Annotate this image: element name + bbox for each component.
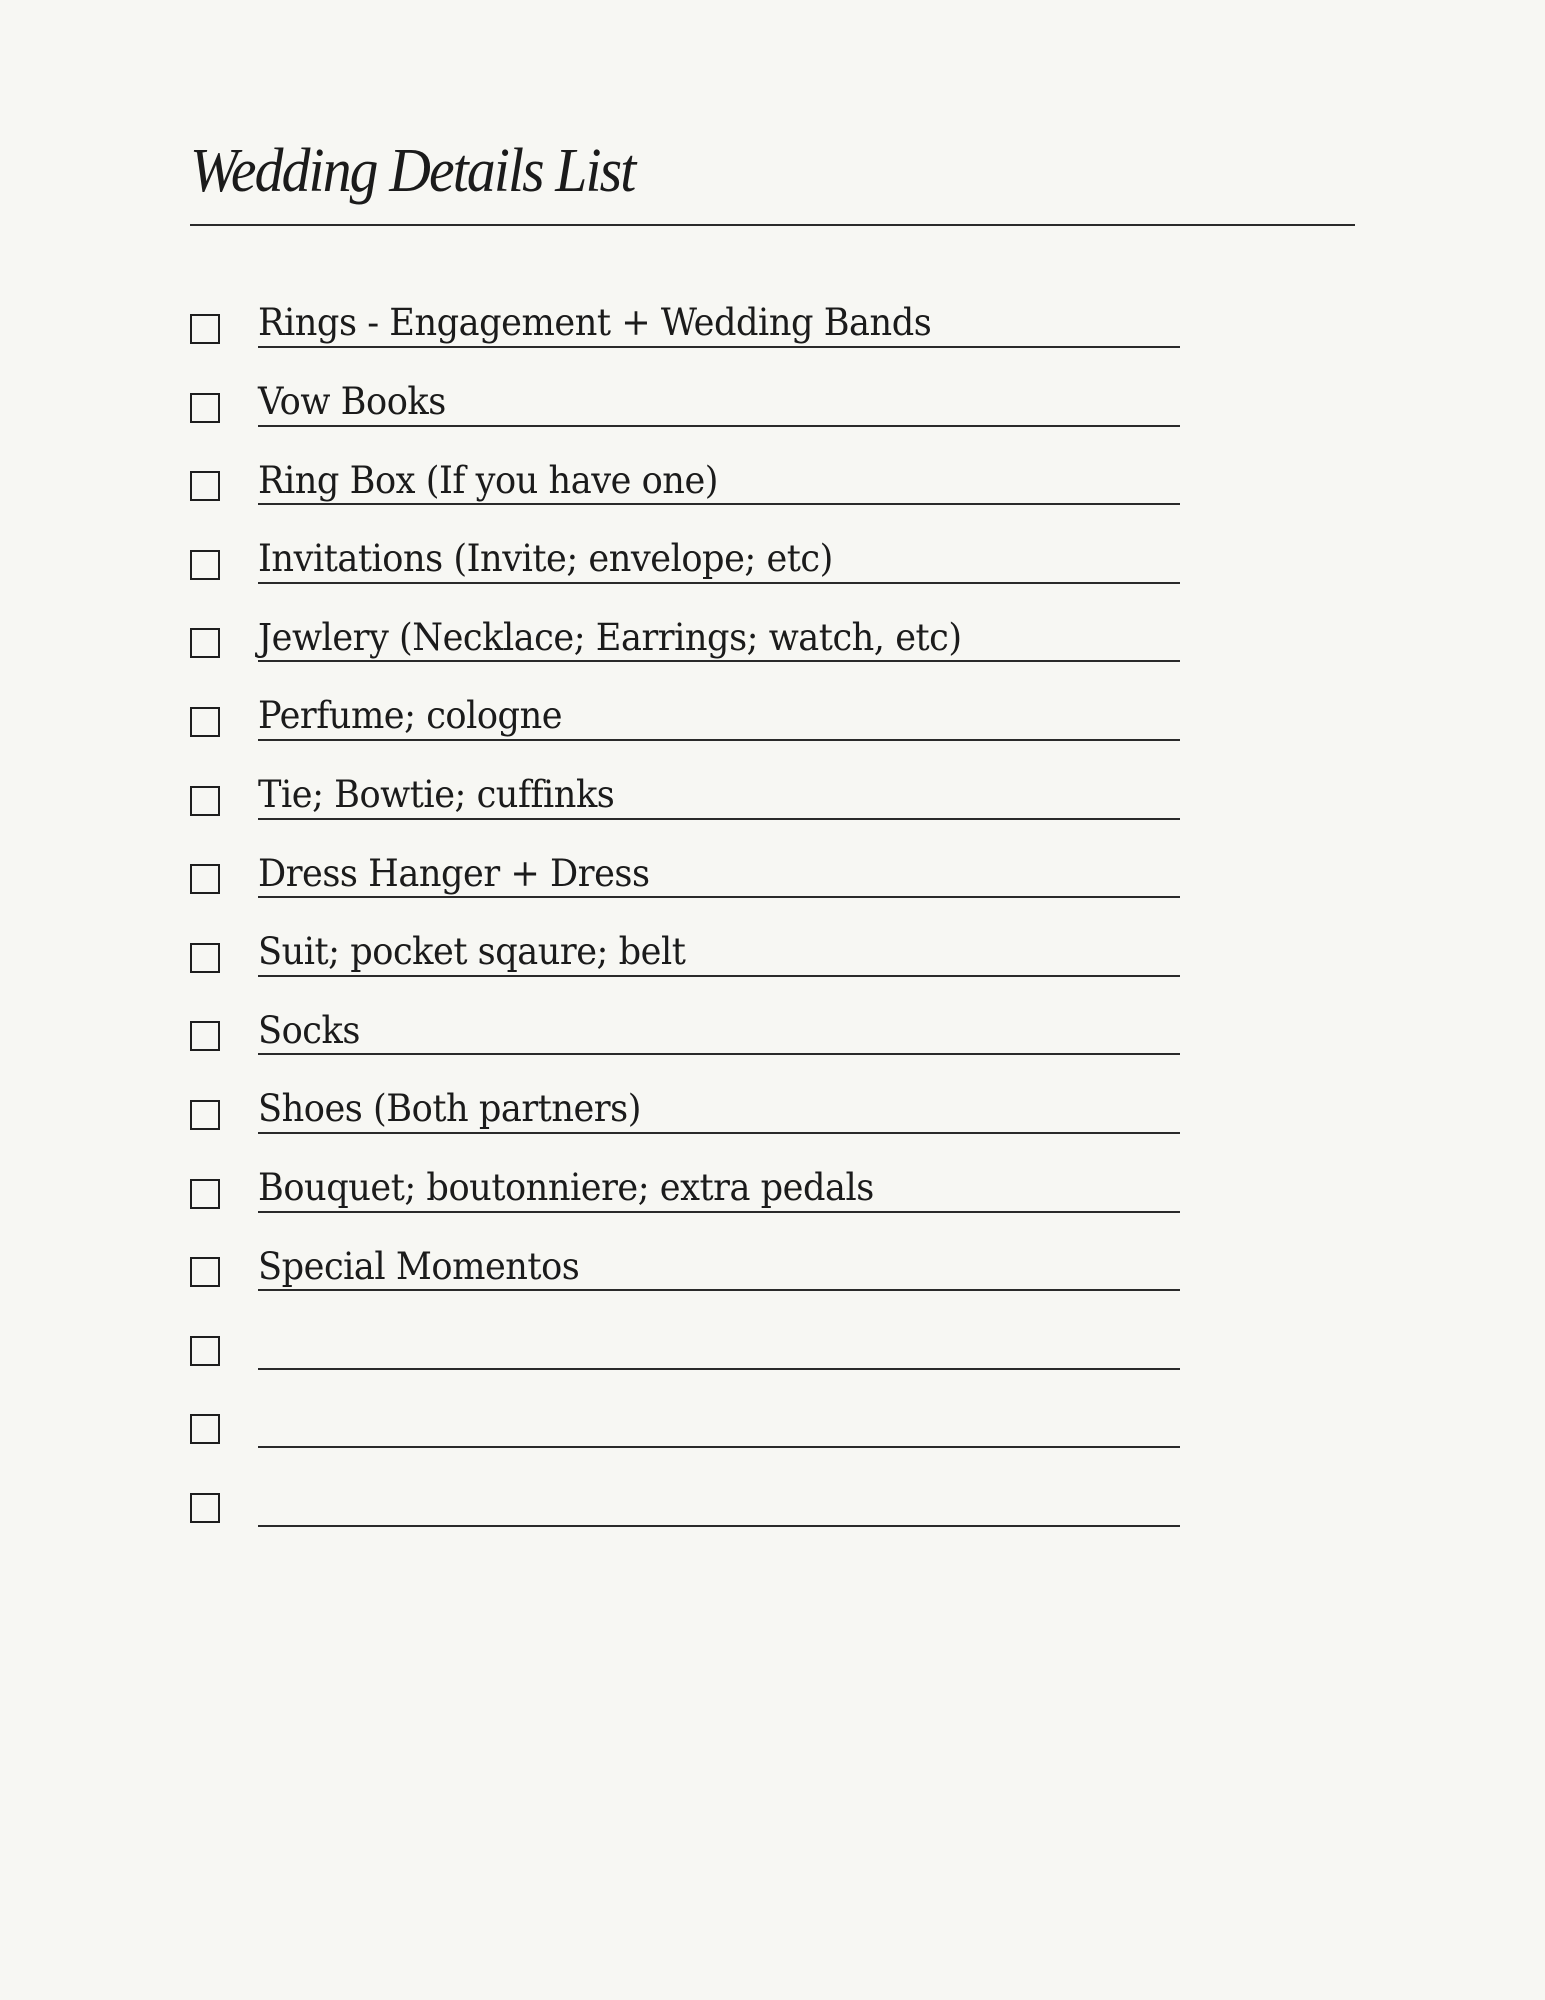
page-title: Wedding Details List <box>190 137 635 205</box>
checkbox[interactable] <box>190 314 220 344</box>
writing-line[interactable] <box>258 1446 1180 1448</box>
checklist-item <box>190 1139 1190 1217</box>
writing-line[interactable] <box>258 1053 1180 1055</box>
checklist-item <box>190 431 1190 509</box>
checkbox[interactable] <box>190 1179 220 1209</box>
writing-line[interactable] <box>258 1525 1180 1527</box>
checklist-item <box>190 1453 1190 1531</box>
writing-line[interactable] <box>258 346 1180 348</box>
checkbox[interactable] <box>190 943 220 973</box>
checklist-item <box>190 667 1190 745</box>
checkbox[interactable] <box>190 1021 220 1051</box>
writing-line[interactable] <box>258 425 1180 427</box>
checkbox[interactable] <box>190 1414 220 1444</box>
checkbox[interactable] <box>190 1257 220 1287</box>
title-divider <box>190 224 1355 226</box>
checklist-item-label: Tie; Bowtie; cuffinks <box>258 772 615 816</box>
checklist-item <box>190 981 1190 1059</box>
checklist-item-label: Rings - Engagement + Wedding Bands <box>258 301 932 345</box>
writing-line[interactable] <box>258 1211 1180 1213</box>
checkbox[interactable] <box>190 864 220 894</box>
writing-line[interactable] <box>258 582 1180 584</box>
checklist-item-label: Ring Box (If you have one) <box>258 458 719 502</box>
checklist-item-label: Invitations (Invite; envelope; etc) <box>258 537 833 581</box>
writing-line[interactable] <box>258 1289 1180 1291</box>
checklist-item <box>190 588 1190 666</box>
checkbox[interactable] <box>190 550 220 580</box>
checklist-item <box>190 1374 1190 1452</box>
checkbox[interactable] <box>190 471 220 501</box>
checkbox[interactable] <box>190 1100 220 1130</box>
checklist-item-label: Vow Books <box>258 379 446 423</box>
checklist-item <box>190 510 1190 588</box>
checklist-item <box>190 746 1190 824</box>
checkbox[interactable] <box>190 1493 220 1523</box>
checkbox[interactable] <box>190 707 220 737</box>
checklist-item <box>190 1217 1190 1295</box>
checkbox[interactable] <box>190 393 220 423</box>
checklist-item <box>190 903 1190 981</box>
writing-line[interactable] <box>258 975 1180 977</box>
checkbox[interactable] <box>190 628 220 658</box>
checklist-item <box>190 353 1190 431</box>
checklist-item-label: Jewlery (Necklace; Earrings; watch, etc) <box>258 615 962 659</box>
checklist-item <box>190 824 1190 902</box>
writing-line[interactable] <box>258 503 1180 505</box>
checklist-item-label: Suit; pocket sqaure; belt <box>258 930 686 974</box>
checklist-item-label: Bouquet; boutonniere; extra pedals <box>258 1165 874 1209</box>
checklist-item <box>190 274 1190 352</box>
checklist-item <box>190 1296 1190 1374</box>
checklist-item-label: Socks <box>258 1008 360 1052</box>
checklist-item-label: Dress Hanger + Dress <box>258 851 650 895</box>
writing-line[interactable] <box>258 660 1180 662</box>
writing-line[interactable] <box>258 1132 1180 1134</box>
writing-line[interactable] <box>258 739 1180 741</box>
checkbox[interactable] <box>190 786 220 816</box>
writing-line[interactable] <box>258 896 1180 898</box>
writing-line[interactable] <box>258 1368 1180 1370</box>
checklist-item <box>190 1060 1190 1138</box>
checklist-item-label: Special Momentos <box>258 1244 580 1288</box>
checklist-item-label: Perfume; cologne <box>258 694 563 738</box>
checkbox[interactable] <box>190 1336 220 1366</box>
checklist-item-label: Shoes (Both partners) <box>258 1087 641 1131</box>
writing-line[interactable] <box>258 818 1180 820</box>
